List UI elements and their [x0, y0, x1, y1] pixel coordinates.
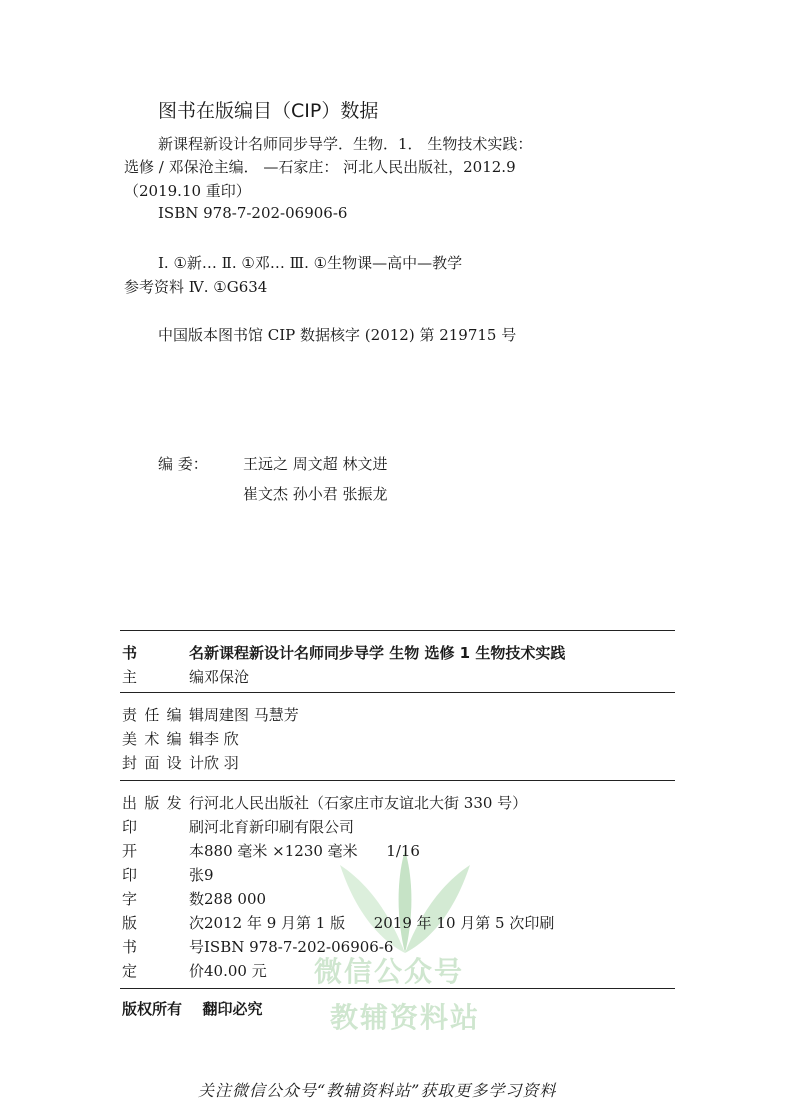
cip-line-2: 选修 / 邓保沧主编． —石家庄： 河北人民出版社，2012.9 — [124, 158, 516, 176]
info-row-isbn: 书号ISBN 978-7-202-06906-6 — [122, 938, 394, 956]
editors-label: 编 委： — [158, 455, 208, 473]
footer-promo: 关注微信公众号“教辅资料站”获取更多学习资料 — [198, 1081, 557, 1100]
book-title: 新课程新设计名师同步导学 生物 选修 1 生物技术实践 — [204, 644, 566, 662]
divider-3 — [120, 780, 675, 781]
editors-row-2: 崔文杰 孙小君 张振龙 — [243, 485, 388, 503]
cip-title: 图书在版编目（CIP）数据 — [158, 100, 379, 122]
info-row-resp-editor: 责任编辑周建图 马慧芳 — [122, 706, 299, 724]
divider-2 — [120, 692, 675, 693]
watermark-text-2: 教辅资料站 — [330, 1001, 481, 1034]
editors-row-1: 王远之 周文超 林文进 — [243, 455, 388, 473]
info-row-cover: 封面设计欣 羽 — [122, 754, 239, 772]
copyright-notice — [122, 998, 263, 1019]
info-row-sheets: 印张9 — [122, 866, 214, 884]
cip-line-1: 新课程新设计名师同步导学．生物．1． 生物技术实践： — [158, 135, 533, 153]
copyright-part-b: 翻印必究 — [202, 1000, 263, 1018]
info-row-art-editor: 美术编辑李 欣 — [122, 730, 239, 748]
info-row-printer: 印刷河北育新印刷有限公司 — [122, 818, 355, 836]
info-row-format: 开本880 毫米 ×1230 毫米 1/16 — [122, 842, 420, 860]
cip-isbn: ISBN 978-7-202-06906-6 — [158, 204, 348, 222]
info-row-price: 定价40.00 元 — [122, 962, 267, 980]
cip-classification-2: 参考资料 Ⅳ. ①G634 — [124, 278, 268, 296]
info-row-publisher: 出版发行河北人民出版社（石家庄市友谊北大街 330 号） — [122, 794, 528, 812]
divider-bottom — [120, 988, 675, 989]
watermark-text-1: 微信公众号 — [314, 955, 465, 988]
info-row-words: 字数288 000 — [122, 890, 267, 908]
info-row-chief: 主编邓保沧 — [122, 668, 250, 686]
copyright-part-a: 版权所有 — [122, 1000, 183, 1018]
cip-classification-1: Ⅰ. ①新… Ⅱ. ①邓… Ⅲ. ①生物课—高中—教学 — [158, 254, 463, 272]
cip-core-number: 中国版本图书馆 CIP 数据核字 (2012) 第 219715 号 — [158, 326, 517, 344]
cip-line-3: （2019.10 重印） — [124, 182, 251, 200]
info-row-book: 书名新课程新设计名师同步导学 生物 选修 1 生物技术实践 — [122, 644, 566, 662]
divider-top — [120, 630, 675, 631]
info-row-edition: 版次2012 年 9 月第 1 版 2019 年 10 月第 5 次印刷 — [122, 914, 555, 932]
